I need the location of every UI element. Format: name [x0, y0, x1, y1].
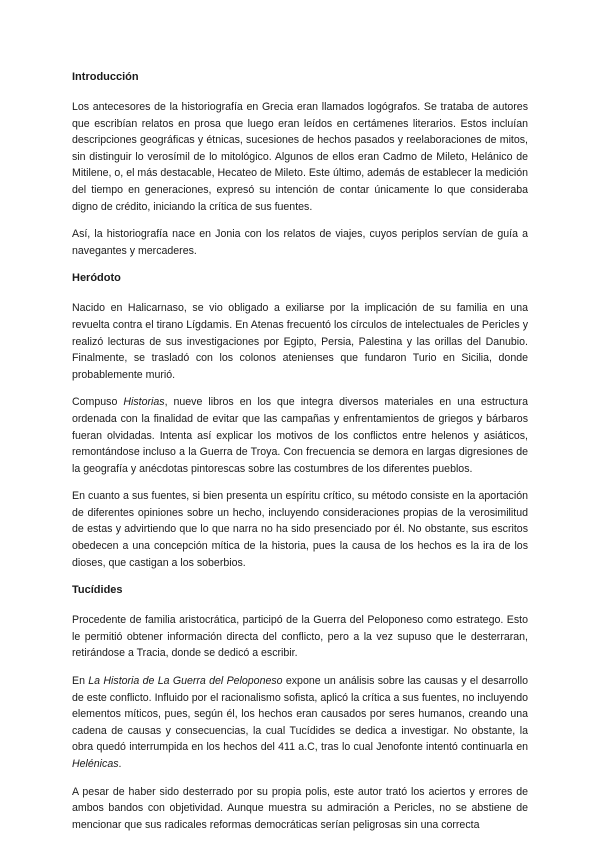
paragraph: Los antecesores de la historiografía en Grecia eran llamados logógrafos. Se trataba de autores que escribían relatos en prosa que luego eran leídos en certámenes literarios. Estos incluían descripciones geográficas y étnicas, sucesiones de hechos pasados y reelaboraciones de mitos, sin distinguir lo verosímil de lo mitológico. Algunos de ellos eran Cadmo de Mileto, Helánico de Mitilene, o, el más destacable, Hecateo de Mileto. Este último, además de establecer la medición del tiempo en generaciones, expresó su intención de contar únicamente lo que consideraba digno de crédito, iniciando la crítica de sus fuentes.	[72, 101, 528, 213]
italic-title: Historias	[123, 396, 165, 409]
paragraph: A pesar de haber sido desterrado por su propia polis, este autor trató los aciertos y errores de ambos bandos con objetividad. Aunque muestra su admiración a Pericles, no se abstiene de mencionar que sus radicales reformas democráticas serían peligrosas sin una correcta	[72, 785, 528, 831]
italic-title: Helénicas	[72, 758, 119, 770]
section-heading-introduccion: Introducción	[72, 71, 139, 83]
paragraph: En cuanto a sus fuentes, si bien presenta un espíritu crítico, su método consiste en la aportación de diferentes opiniones sobre un hecho, incluyendo consideraciones propias de la verosimilitud de estas y advirtiendo que lo que narra no ha sido presenciado por él. No obstante, sus escritos obedecen a una concepción mítica de la historia, pues la causa de los hechos es la ira de los dioses, que castigan a los soberbios.	[72, 490, 528, 569]
paragraph: Procedente de familia aristocrática, participó de la Guerra del Peloponeso como estratego. Esto le permitió obtener información directa del conflicto, pero a la vez supuso que le desterraran, retirándose a Tracia, donde se dedicó a escribir.	[72, 614, 528, 660]
paragraph: Así, la historiografía nace en Jonia con los relatos de viajes, cuyos periplos servían de guía a navegantes y mercaderes.	[72, 228, 528, 257]
paragraph: Compuso Historias, nueve libros en los que integra diversos materiales en una estructura ordenada con la finalidad de evitar que las campañas y enfrentamientos de griegos y bárbaros fueran olvidadas. Intenta así explicar los motivos de los conflictos entre helenos y asiáticos, remontándose incluso a la Guerra de Troya. Con frecuencia se demora en largas digresiones de la geografía y anécdotas pintorescas sobre las costumbres de los diferentes pueblos.	[72, 396, 528, 475]
paragraph: Nacido en Halicarnaso, se vio obligado a exiliarse por la implicación de su familia en una revuelta contra el tirano Lígdamis. En Atenas frecuentó los círculos de intelectuales de Pericles y realizó lecturas de sus investigaciones por Egipto, Persia, Palestina y las orillas del Danubio. Finalmente, se trasladó con los colonos atenienses que fundaron Turio en Sicilia, donde probablemente murió.	[72, 302, 528, 381]
italic-title: La Historia de La Guerra del Peloponeso	[88, 675, 283, 688]
paragraph: En La Historia de La Guerra del Peloponeso expone un análisis sobre las causas y el desarrollo de este conflicto. Influido por el racionalismo sofista, aplicó la crítica a sus fuentes, no incluyendo elementos míticos, pues, según él, los hechos eran causados por seres humanos, creando una cadena de causas y consecuencias, la cual Tucídides se dedica a investigar. No obstante, la obra quedó interrumpida en los hechos del 411 a.C, tras lo cual Jenofonte intentó continuarla en Helénicas.	[72, 675, 528, 770]
section-heading-tucidides: Tucídides	[72, 584, 123, 597]
section-heading-herodoto: Heródoto	[72, 272, 121, 285]
